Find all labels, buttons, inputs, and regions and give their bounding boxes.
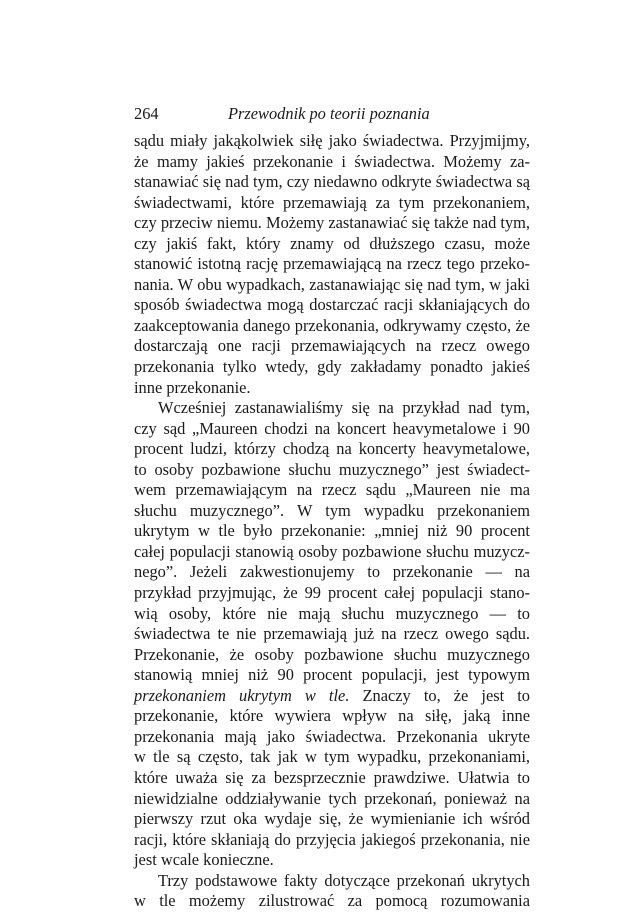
text-line: wem przemawiającym na rzecz sądu „Maureen nie ma <box>134 480 530 500</box>
text-line: niewidzialne oddziaływanie tych przekonań, ponieważ na <box>134 788 530 808</box>
text-line: procent ludzi, którzy chodzą na koncerty heavymetalowe, <box>134 439 530 459</box>
text-line: czy jakiś fakt, który znamy od dłuższego czasu, może <box>134 233 530 253</box>
text-line: że mamy jakieś przekonanie i świadectwa. Możemy za- <box>134 151 530 171</box>
text-line: przekonania tylko wtedy, gdy zakładamy ponadto jakieś <box>134 357 530 377</box>
text-line: to osoby pozbawione słuchu muzycznego” jest świadect- <box>134 459 530 479</box>
text-line: stanawiać się nad tym, czy niedawno odkryte świadectwa są <box>134 172 530 192</box>
text-line: całej populacji stanowią osoby pozbawione słuchu muzycz- <box>134 541 530 561</box>
text-line: w tle są często, tak jak w tym wypadku, przekonaniami, <box>134 747 530 767</box>
text-line: dostarczają one racji przemawiających na rzecz owego <box>134 336 530 356</box>
text-line: czy sąd „Maureen chodzi na koncert heavymetalowe i 90 <box>134 418 530 438</box>
text-line: sądu miały jakąkolwiek siłę jako świadectwa. Przyjmijmy, <box>134 131 530 150</box>
text-fragment: Znaczy to, że jest to <box>349 685 530 705</box>
text-line: które uważa się za bezsprzecznie prawdziwe. Ułatwia to <box>134 767 530 787</box>
text-line <box>134 686 530 707</box>
text-line: Przekonanie, że osoby pozbawione słuchu muzycznego <box>134 644 530 664</box>
text-line: zaakceptowania danego przekonania, odkrywamy często, że <box>134 315 530 335</box>
text-line: czy przeciw niemu. Możemy zastanawiać się także nad tym, <box>134 213 530 233</box>
page-number: 264 <box>134 104 159 123</box>
running-header <box>134 104 530 124</box>
text-line: ukrytym w tle było przekonanie: „mniej niż 90 procent <box>134 521 530 541</box>
text-line: wią osoby, które nie mają słuchu muzycznego — to <box>134 603 530 623</box>
text-line: jest wcale konieczne. <box>134 850 274 870</box>
text-line: Wcześniej zastanawialiśmy się na przykład nad tym, <box>158 398 530 418</box>
italic-term: przekonaniem ukrytym w tle. <box>134 685 350 705</box>
text-line: przekonanie, które wywiera wpływ na siłę, jaką inne <box>134 706 530 726</box>
running-title: Przewodnik po teorii poznania <box>228 104 430 123</box>
text-line: pierwszy rzut oka wydaje się, że wymienianie ich wśród <box>134 809 530 829</box>
text-line: przykład przyjmując, że 99 procent całej populacji stano- <box>134 583 530 603</box>
text-line: stanowić istotną rację przemawiającą na rzecz tego przeko- <box>134 254 530 274</box>
text-line: stanowią mniej niż 90 procent populacji, jest typowym <box>134 665 530 685</box>
text-line: nego”. Jeżeli zakwestionujemy to przekonanie — na <box>134 562 530 582</box>
text-line: przekonania mają jako świadectwa. Przekonania ukryte <box>134 726 530 746</box>
text-line: sposób świadectwa mogą dostarczać racji skłaniających do <box>134 295 530 315</box>
text-line: słuchu muzycznego”. W tym wypadku przekonaniem <box>134 500 530 520</box>
body-text <box>134 131 530 912</box>
text-line: inne przekonanie. <box>134 377 251 397</box>
text-line: świadectwami, które przemawiają za tym przekonaniem, <box>134 192 530 212</box>
text-line: racji, które skłaniają do przyjęcia jakiegoś przekonania, nie <box>134 829 530 849</box>
text-line: Trzy podstawowe fakty dotyczące przekonań ukrytych <box>158 870 530 890</box>
text-line: świadectwa te nie przemawiają już na rzecz owego sądu. <box>134 624 530 644</box>
text-line: nania. W obu wypadkach, zastanawiając się nad tym, w jaki <box>134 274 530 294</box>
text-line: w tle możemy zilustrować za pomocą rozumowania <box>134 891 530 911</box>
